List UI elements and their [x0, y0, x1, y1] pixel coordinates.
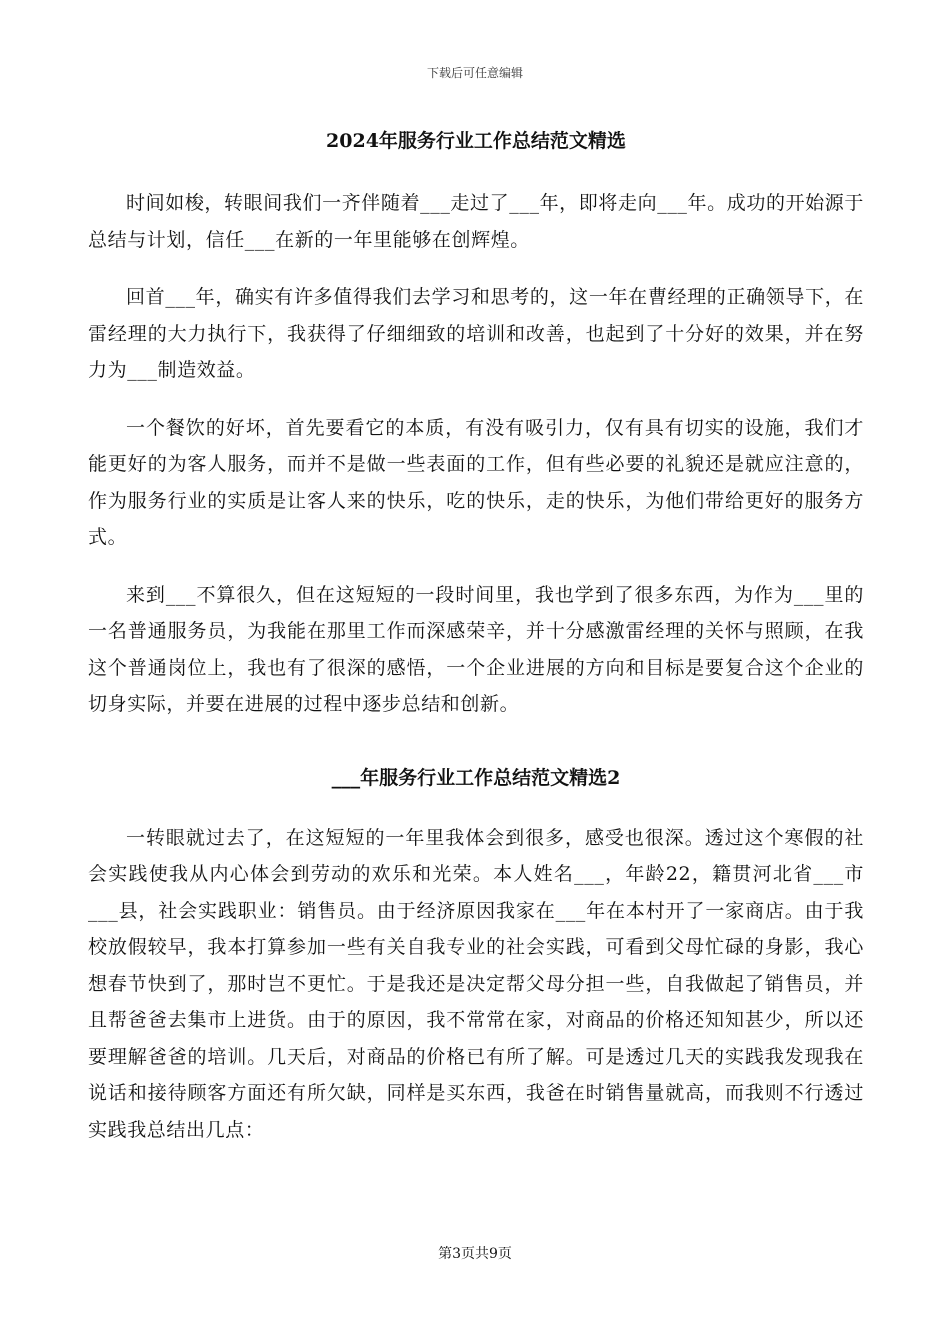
document-body: [88, 118, 864, 1169]
paragraph: 来到___不算很久，但在这短短的一段时间里，我也学到了很多东西，为作为___里的一名普通服务员，为我能在那里工作而深感荣辛，并十分感激雷经理的关怀与照顾，在我这个普通岗位上，我也有了很深的感悟，一个企业进展的方向和目标是要复合这个企业的切身实际，并要在进展的过程中逐步总结和创新。: [88, 583, 864, 715]
paragraph: 时间如梭，转眼间我们一齐伴随着___走过了___年，即将走向___年。成功的开始源于总结与计划，信任___在新的一年里能够在创辉煌。: [88, 192, 864, 251]
page-header: 下载后可任意编辑: [426, 66, 523, 80]
section-title: ___年服务行业工作总结范文精选2: [331, 766, 621, 789]
page-number: 第3页共9页: [438, 1246, 512, 1262]
document-title: 2024年服务行业工作总结范文精选: [326, 130, 626, 152]
paragraph: 一转眼就过去了，在这短短的一年里我体会到很多，感受也很深。透过这个寒假的社会实践使我从内心体会到劳动的欢乐和光荣。本人姓名___，年龄22，籍贯河北省___市___县，社会实践职业：销售员。由于经济原因我家在___年在本村开了一家商店。由于我校放假较早，我本打算参加一些有关自我专业的社会实践，可看到父母忙碌的身影，我心想春节快到了，那时岂不更忙。于是我还是决定帮父母分担一些，自我做起了销售员，并且帮爸爸去集市上进货。由于的原因，我不常常在家，对商品的价格还知知甚少，所以还要理解爸爸的培训。几天后，对商品的价格已有所了解。可是透过几天的实践我发现我在说话和接待顾客方面还有所欠缺，同样是买东西，我爸在时销售量就高，而我则不行透过实践我总结出几点：: [88, 826, 864, 1141]
paragraph: 一个餐饮的好坏，首先要看它的本质，有没有吸引力，仅有具有切实的设施，我们才能更好的为客人服务，而并不是做一些表面的工作，但有些必要的礼貌还是就应注意的，作为服务行业的实质是让客人来的快乐，吃的快乐，走的快乐，为他们带给更好的服务方式。: [88, 416, 864, 548]
paragraph: 回首___年，确实有许多值得我们去学习和思考的，这一年在曹经理的正确领导下，在雷经理的大力执行下，我获得了仔细细致的培训和改善，也起到了十分好的效果，并在努力为___制造效益。: [88, 286, 864, 381]
